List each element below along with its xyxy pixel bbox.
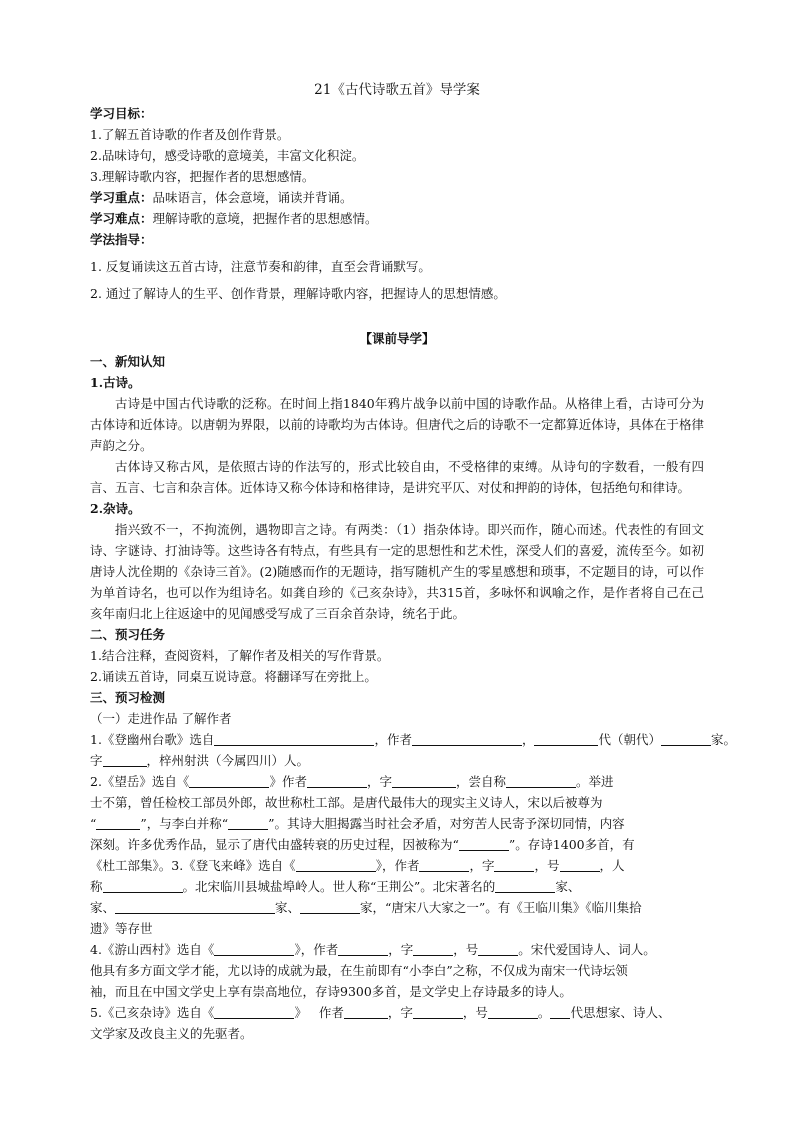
zashi-heading: 2.杂诗。 bbox=[90, 501, 141, 516]
fill-blank[interactable] bbox=[413, 942, 453, 956]
section2-heading: 二、预习任务 bbox=[90, 627, 166, 642]
q5-text: 》 bbox=[294, 1005, 307, 1020]
difficulty-label: 学习难点： bbox=[90, 211, 153, 226]
question-2-line-2: 士不第，曾任检校工部员外郎，故世称杜工部。是唐代最伟大的现实主义诗人，宋以后被尊为 bbox=[90, 795, 603, 810]
q4-text: 4.《游山西村》选自《 bbox=[90, 942, 215, 957]
question-4-line-1 bbox=[90, 939, 704, 960]
q5-text: 代思想家、诗人、 bbox=[570, 1005, 671, 1020]
objectives-heading: 学习目标： bbox=[90, 106, 153, 121]
fill-blank[interactable] bbox=[228, 816, 268, 830]
key-point-text: 品味语言，体会意境，诵读并背诵。 bbox=[152, 190, 353, 205]
fill-blank[interactable] bbox=[307, 774, 367, 788]
q3-text: ，人 bbox=[599, 858, 625, 873]
zashi-paragraph: 指兴致不一，不拘流例，遇物即言之诗。有两类：（1）指杂体诗。即兴而作，随心而述。代表性的有回文诗、字谜诗、打油诗等。这些诗各有特点，有些具有一定的思想性和艺术性，深受人们的喜爱，流传至今。如初唐诗人沈佺期的《杂诗三首》。(2)随感而作的无题诗，指写随机产生的零星感想和琐事，不定题目的诗，可以作为单首诗名，也可以作为组诗名。如龚自珍的《己亥杂诗》，共315首，多咏怀和讽喻之作，是作者将自己在己亥年南归北上往返途中的见闻感受写成了三百余首杂诗，统名于此。 bbox=[90, 522, 704, 621]
q5-text: ，字 bbox=[387, 1005, 413, 1020]
q4-text: 。宋代爱国诗人、词人。 bbox=[518, 942, 656, 957]
fill-blank[interactable] bbox=[506, 774, 576, 788]
q1-text: ，梓州射洪（今属四川）人。 bbox=[146, 753, 310, 768]
question-3-line-1 bbox=[90, 855, 704, 876]
objective-item: 1.了解五首诗歌的作者及创作背景。 bbox=[90, 127, 290, 142]
q1-text: 1.《登幽州台歌》选自 bbox=[90, 732, 215, 747]
document-content bbox=[90, 80, 736, 1044]
q2-text: 2.《望岳》选自《 bbox=[90, 774, 190, 789]
q3-text: 《杜工部集》。3.《登飞来峰》选自《 bbox=[90, 858, 296, 873]
q3-text: 家、 bbox=[275, 900, 301, 915]
method-item: 1. 反复诵读这五首古诗，注意节奏和韵律，直至会背诵默写。 bbox=[90, 259, 431, 274]
q3-text: 》 bbox=[375, 858, 382, 873]
question-2-line-3 bbox=[90, 813, 704, 834]
q1-text: 代（朝代） bbox=[598, 732, 661, 747]
pre-class-heading: 【课前导学】 bbox=[359, 331, 435, 346]
question-4-line-2: 他具有多方面文学才能，尤以诗的成就为最，在生前即有“小李白”之称，不仅成为南宋一代诗坛领 bbox=[90, 963, 628, 978]
q3-text: ，号 bbox=[534, 858, 560, 873]
gushi-paragraph-2: 古体诗又称古风，是依照古诗的作法写的，形式比较自由，不受格律的束缚。从诗句的字数看，一般有四言、五言、七言和杂言体。近体诗又称今体诗和格律诗，是讲究平仄、对仗和押韵的诗体，包括绝句和律诗。 bbox=[90, 459, 704, 495]
q4-text: ，字 bbox=[388, 942, 414, 957]
q3-text: ，字 bbox=[469, 858, 495, 873]
fill-blank[interactable] bbox=[412, 732, 522, 746]
q3-text: ，作者 bbox=[381, 858, 420, 873]
q2-text: 深刻。许多优秀作品，显示了唐代由盛转衰的历史过程，因被称为“ bbox=[90, 837, 459, 852]
difficulty bbox=[90, 208, 704, 229]
question-5-line-1 bbox=[90, 1002, 704, 1023]
gushi-paragraph-1: 古诗是中国古代诗歌的泛称。在时间上指1840年鸦片战争以前中国的诗歌作品。从格律上看，古诗可分为古体诗和近体诗。以唐朝为界限，以前的诗歌均为古体诗。但唐代之后的诗歌不一定都算近体诗，具体在于格律声韵之分。 bbox=[90, 396, 704, 453]
q2-text: ”。其诗大胆揭露当时社会矛盾，对穷苦人民寄予深切同情，内容 bbox=[268, 816, 625, 831]
q3-text: 家，“唐宋八大家之一”。有《王临川集》《临川集拾 bbox=[360, 900, 642, 915]
fill-blank[interactable] bbox=[534, 732, 598, 746]
q1-text: 家。 bbox=[710, 732, 736, 747]
section1-heading: 一、新知认知 bbox=[90, 354, 166, 369]
q5-text: 5.《己亥杂诗》选自《 bbox=[90, 1005, 215, 1020]
fill-blank[interactable] bbox=[103, 879, 183, 893]
objective-item: 2.品味诗句，感受诗歌的意境美，丰富文化积淀。 bbox=[90, 148, 365, 163]
q2-text: ”，与李白并称“ bbox=[140, 816, 229, 831]
q5-text: 。 bbox=[537, 1005, 551, 1020]
q4-text: 》，作者 bbox=[294, 942, 339, 957]
q1-text: ， bbox=[521, 732, 535, 747]
fill-blank[interactable] bbox=[560, 858, 600, 872]
fill-blank[interactable] bbox=[661, 732, 711, 746]
method-item: 2. 通过了解诗人的生平、创作背景，理解诗歌内容，把握诗人的思想情感。 bbox=[90, 286, 506, 301]
q1-text: ，作者 bbox=[374, 732, 412, 747]
fill-blank[interactable] bbox=[392, 774, 456, 788]
difficulty-text: 理解诗歌的意境，把握作者的思想感情。 bbox=[152, 211, 378, 226]
fill-blank[interactable] bbox=[300, 900, 360, 914]
task-item: 1.结合注释，查阅资料，了解作者及相关的写作背景。 bbox=[90, 648, 390, 663]
fill-blank[interactable] bbox=[419, 858, 469, 872]
fill-blank[interactable] bbox=[494, 858, 534, 872]
q2-text: ，字 bbox=[366, 774, 392, 789]
fill-blank[interactable] bbox=[214, 942, 294, 956]
fill-blank[interactable] bbox=[189, 774, 269, 788]
fill-blank[interactable] bbox=[214, 1005, 294, 1019]
question-1-line-2 bbox=[90, 750, 704, 771]
q2-text: ，尝自称 bbox=[455, 774, 506, 789]
q3-text: 家、 bbox=[90, 900, 116, 915]
q2-text: 。举进 bbox=[575, 774, 614, 789]
fill-blank[interactable] bbox=[214, 732, 374, 746]
method-heading: 学法指导： bbox=[90, 232, 153, 247]
key-point-label: 学习重点： bbox=[90, 190, 153, 205]
q3-text: 家、 bbox=[555, 879, 581, 894]
document-title: 21《古代诗歌五首》导学案 bbox=[314, 82, 480, 98]
q2-text: 》作者 bbox=[269, 774, 307, 789]
q4-text: ，号 bbox=[453, 942, 479, 957]
fill-blank[interactable] bbox=[550, 1005, 570, 1019]
q5-text: 作者 bbox=[318, 1005, 344, 1020]
q1-text: 字 bbox=[90, 753, 103, 768]
q3-text: 。北宋临川县城盐埠岭人。世人称“王荆公”。北宋著名的 bbox=[182, 879, 496, 894]
fill-blank[interactable] bbox=[338, 942, 388, 956]
fill-blank[interactable] bbox=[115, 900, 275, 914]
question-5-line-2: 文学家及改良主义的先驱者。 bbox=[90, 1026, 253, 1041]
fill-blank[interactable] bbox=[296, 858, 376, 872]
question-2-line-4 bbox=[90, 834, 704, 855]
question-1-line-1 bbox=[90, 729, 736, 750]
key-point bbox=[90, 187, 704, 208]
q5-text: ，号 bbox=[462, 1005, 488, 1020]
fill-blank[interactable] bbox=[96, 816, 140, 830]
fill-blank[interactable] bbox=[103, 753, 147, 767]
question-3-line-3 bbox=[90, 897, 704, 918]
fill-blank[interactable] bbox=[488, 1005, 538, 1019]
fill-blank[interactable] bbox=[344, 1005, 388, 1019]
question-3-line-2 bbox=[90, 876, 704, 897]
objective-item: 3.理解诗歌内容，把握作者的思想感情。 bbox=[90, 169, 315, 184]
fill-blank[interactable] bbox=[478, 942, 518, 956]
gushi-heading: 1.古诗。 bbox=[90, 375, 141, 390]
q3-text: 称 bbox=[90, 879, 103, 894]
q2-text: ”。存诗1400多首，有 bbox=[508, 837, 635, 852]
question-3-line-4: 遗》等存世 bbox=[90, 921, 153, 936]
section3-subheading: （一）走进作品 了解作者 bbox=[90, 711, 232, 726]
fill-blank[interactable] bbox=[495, 879, 555, 893]
question-2-line-1 bbox=[90, 771, 704, 792]
fill-blank[interactable] bbox=[413, 1005, 463, 1019]
q2-text: “ bbox=[90, 816, 97, 831]
section3-heading: 三、预习检测 bbox=[90, 690, 166, 705]
task-item: 2.诵读五首诗，同桌互说诗意。将翻译写在旁批上。 bbox=[90, 669, 377, 684]
question-4-line-3: 袖，而且在中国文学史上享有崇高地位，存诗9300多首，是文学史上存诗最多的诗人。 bbox=[90, 984, 572, 999]
fill-blank[interactable] bbox=[459, 837, 509, 851]
